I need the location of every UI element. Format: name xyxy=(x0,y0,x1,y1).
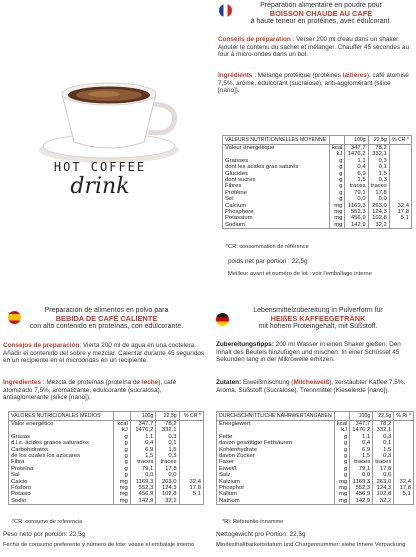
table-cell: 456,9 xyxy=(350,491,373,497)
table-cell: 5,1 xyxy=(389,215,411,221)
table-header-cell xyxy=(113,412,130,421)
table-cell: 32,4 xyxy=(179,479,203,485)
table-header-cell: DURCHSCHNITTLICHE NÄHRWERTANGABEN xyxy=(217,412,335,421)
table-cell: 0,0 xyxy=(156,472,179,478)
table-cell: mg xyxy=(113,479,130,485)
table-cell: 102,8 xyxy=(368,215,389,221)
table-cell: 1,1 xyxy=(345,158,368,164)
table-cell: g xyxy=(329,158,345,164)
table-cell: g xyxy=(113,440,130,446)
table-row xyxy=(223,145,412,152)
table-header-cell xyxy=(334,412,349,421)
table-cell: 17,8 xyxy=(373,466,394,472)
table-header-cell: 22,5g xyxy=(156,412,179,421)
table-cell: Sodio xyxy=(9,498,114,505)
fr-ingredients: Ingrédients : Mélange protéique (protéines laitières), café atomisé 7,5%, arôme, édulcorant (sucralose), anti-agglomérant (silice [nano]). xyxy=(218,72,409,95)
table-cell: 0,0 xyxy=(368,196,389,202)
table-cell: traces xyxy=(368,183,389,189)
table-cell: 0,1 xyxy=(373,440,394,446)
table-cell: 32,2 xyxy=(368,222,389,229)
table-cell: mg xyxy=(334,479,349,485)
table-header-cell: % CR * xyxy=(389,136,411,145)
table-row xyxy=(9,421,204,428)
table-cell: g xyxy=(329,196,345,202)
fr-nutrition-table xyxy=(222,135,412,229)
de-heading: Lebensmittelzubereitung in Pulverform für HEIßES KAFFEEGETRÄNK mit hohem Proteingehalt, mit Süßstoff. xyxy=(253,307,383,330)
table-cell: g xyxy=(329,190,345,196)
fr-portion: poids net par portion : 22,5g xyxy=(228,258,308,265)
table-cell: 1476,2 xyxy=(350,427,373,433)
table-cell: Potassium xyxy=(223,215,330,221)
fr-best-before: Meilleur avant et numéro de lot : voir l'emballage interne xyxy=(228,271,372,277)
table-cell: mg xyxy=(113,498,130,505)
table-cell: traces xyxy=(373,459,394,465)
table-cell: 0,3 xyxy=(368,177,389,183)
table-cell: 0,4 xyxy=(345,164,368,170)
table-cell: 347,7 xyxy=(130,421,155,428)
table-cell: 78,2 xyxy=(156,421,179,428)
table-header-cell: % RI * xyxy=(394,412,414,421)
table-cell: Fósforo xyxy=(9,485,114,491)
table-cell: mg xyxy=(329,209,345,215)
table-cell: Kalium xyxy=(217,491,335,497)
table-cell: Phosphore xyxy=(223,209,330,215)
table-header-cell: VALORES NUTRICIONALES MEDIOS xyxy=(9,412,114,421)
table-cell: 17,8 xyxy=(368,190,389,196)
table-cell: 332,1 xyxy=(156,427,179,433)
table-cell: mg xyxy=(329,215,345,221)
table-cell: Phosphor xyxy=(217,485,335,491)
table-cell: 0,1 xyxy=(368,164,389,170)
table-cell: mg xyxy=(329,222,345,229)
table-cell: Fibres xyxy=(223,183,330,189)
table-cell: mg xyxy=(334,498,349,505)
table-header-cell: 100g xyxy=(345,136,368,145)
table-cell: 1169,3 xyxy=(130,479,155,485)
table-cell xyxy=(394,421,414,428)
table-cell: 0,1 xyxy=(156,440,179,446)
table-cell: 1169,3 xyxy=(350,479,373,485)
table-cell: mg xyxy=(334,491,349,497)
table-cell: 552,3 xyxy=(345,209,368,215)
table-cell: g xyxy=(329,183,345,189)
table-cell: g xyxy=(334,459,349,465)
table-cell: Kalzium xyxy=(217,479,335,485)
table-row xyxy=(217,421,414,428)
es-best-before: Fecha de consumo preferente y número de lote: véase el embalaje interno xyxy=(3,542,195,548)
hot-coffee-line: HOT COFFEE xyxy=(53,160,147,174)
table-cell: 332,1 xyxy=(368,151,389,157)
table-cell: 5,1 xyxy=(179,491,203,497)
table-cell: Glucides xyxy=(223,171,330,177)
table-cell: 32,2 xyxy=(156,498,179,505)
table-cell: Natrium xyxy=(217,498,335,505)
table-cell: 1,1 xyxy=(350,434,373,440)
table-cell: 6,9 xyxy=(345,171,368,177)
table-cell: Proteína xyxy=(9,466,114,472)
table-cell: dont les acides gras saturés xyxy=(223,164,330,170)
table-cell: 0,4 xyxy=(350,440,373,446)
es-preparation: Consejos de preparación: Vierta 200 ml de agua en una coctelera. Añadir el contenido del sobre y mezclar. Calentar durante 45 segundos en un recipiente en el microondas en un recipiente. xyxy=(3,342,205,365)
table-cell: 1,5 xyxy=(350,453,373,459)
table-cell: 0,4 xyxy=(130,440,155,446)
table-cell: kJ xyxy=(334,427,349,433)
fr-footnote: *CR: consommation de référence xyxy=(226,244,309,250)
table-cell: traces xyxy=(130,459,155,465)
table-header-cell: 100g xyxy=(350,412,373,421)
hot-coffee-title xyxy=(0,160,200,199)
de-preparation: Zubereitungstipps: 200 ml Wasser in einen Shaker gießen. Den Inhalt des Beutels hinzufügen und mischen. In einer Schüssel 45 Sekunden lang in der Mikrowelle erhitzen. xyxy=(216,341,401,364)
table-cell: 0,3 xyxy=(156,434,179,440)
table-header-cell: VALEURS NUTRITIONNELLES MOYENNE xyxy=(223,136,330,145)
table-cell: Valor energético xyxy=(9,421,114,428)
table-cell: 0,3 xyxy=(373,434,394,440)
table-cell: g xyxy=(334,466,349,472)
table-cell: g xyxy=(113,466,130,472)
de-best-before: Mindesthaltbarkeitsdatum und Chargennummer: siehe innere Verpackung xyxy=(216,542,406,548)
table-cell: 78,2 xyxy=(368,145,389,152)
table-cell: Potasio xyxy=(9,491,114,497)
table-cell xyxy=(389,145,411,152)
table-cell: 17,8 xyxy=(179,485,203,491)
table-cell: 17,8 xyxy=(389,209,411,215)
table-cell: 79,1 xyxy=(130,466,155,472)
de-ingredients: Zutaten: Eiweißmischung (Milcheiweiß), zerstäubter Kaffee 7,5%, Aroma, Süßstoff (Sucralose), Trennmittel (Kieselerde [nano]). xyxy=(216,379,406,394)
table-cell: kcal xyxy=(334,421,349,428)
coffee-cup-illustration xyxy=(14,58,200,168)
table-cell: 32,2 xyxy=(373,498,394,505)
table-cell: 78,2 xyxy=(373,421,394,428)
table-cell: 124,3 xyxy=(368,209,389,215)
table-cell: kcal xyxy=(113,421,130,428)
table-cell: 0,0 xyxy=(130,472,155,478)
de-nutrition-table xyxy=(216,411,414,505)
table-cell: g xyxy=(113,459,130,465)
table-cell: Valeur énergétique xyxy=(223,145,330,152)
table-cell: g xyxy=(334,472,349,478)
table-cell: 5,1 xyxy=(394,491,414,497)
fr-preparation: Conseils de préparation : Verser 200 ml d'eau dans un shaker. Ajouter le contenu du sachet et mélanger. Chauffer 45 secondes au four à micro-ondes dans un bol. xyxy=(218,36,410,59)
table-cell: mg xyxy=(329,203,345,209)
table-cell: 124,3 xyxy=(156,485,179,491)
table-cell: mg xyxy=(113,485,130,491)
table-cell xyxy=(179,421,203,428)
table-header-cell: 22,5g xyxy=(368,136,389,145)
table-cell: kJ xyxy=(113,427,130,433)
table-cell: 1,5 xyxy=(345,177,368,183)
table-cell: 0,0 xyxy=(350,472,373,478)
table-cell: 79,1 xyxy=(345,190,368,196)
table-cell: Sodium xyxy=(223,222,330,229)
table-cell: g xyxy=(334,453,349,459)
fr-heading: Préparation alimentaire en poudre pour BOISSON CHAUDE AU CAFÉ à haute teneur en protéines, avec édulcorant. xyxy=(250,2,392,25)
table-cell: traces xyxy=(345,183,368,189)
table-cell: Sal xyxy=(9,472,114,478)
table-cell: 142,9 xyxy=(345,222,368,229)
table-cell: Protéine xyxy=(223,190,330,196)
table-cell: Kohlenhydrate xyxy=(217,447,335,453)
table-cell: 1,5 xyxy=(156,447,179,453)
table-cell: 1476,2 xyxy=(130,427,155,433)
table-header-cell xyxy=(329,136,345,145)
table-cell: Grasas xyxy=(9,434,114,440)
table-header-cell: % CR * xyxy=(179,412,203,421)
table-cell: kJ xyxy=(329,151,345,157)
table-cell: 0,3 xyxy=(368,158,389,164)
table-cell: 102,8 xyxy=(373,491,394,497)
table-cell: Energiewert xyxy=(217,421,335,428)
table-cell: 552,3 xyxy=(350,485,373,491)
table-cell: Sel xyxy=(223,196,330,202)
table-cell: davon Zucker xyxy=(217,453,335,459)
table-cell: Salz xyxy=(217,472,335,478)
table-cell: 263,0 xyxy=(373,479,394,485)
table-cell: Graisses xyxy=(223,158,330,164)
table-row xyxy=(217,498,414,505)
table-cell: Carbohidratos xyxy=(9,447,114,453)
table-cell: g xyxy=(113,447,130,453)
table-cell: g xyxy=(334,447,349,453)
table-cell: 0,0 xyxy=(373,472,394,478)
table-cell: traces xyxy=(350,459,373,465)
table-cell: 552,3 xyxy=(130,485,155,491)
table-cell: 456,9 xyxy=(345,215,368,221)
de-footnote: *RI: Referenlie-innamme xyxy=(222,519,284,525)
table-cell: Fette xyxy=(217,434,335,440)
table-cell xyxy=(394,498,414,505)
table-cell: kcal xyxy=(329,145,345,152)
table-cell: Calcium xyxy=(223,203,330,209)
table-cell: Calcio xyxy=(9,479,114,485)
table-cell: dont sucres xyxy=(223,177,330,183)
table-cell: 332,1 xyxy=(373,427,394,433)
table-row xyxy=(223,222,412,229)
table-cell: 32,4 xyxy=(394,479,414,485)
table-cell: 263,0 xyxy=(156,479,179,485)
table-cell: 456,9 xyxy=(130,491,155,497)
table-cell: g xyxy=(113,434,130,440)
table-cell: 347,7 xyxy=(350,421,373,428)
table-cell: mg xyxy=(113,491,130,497)
table-cell: 1,5 xyxy=(130,453,155,459)
table-header-row xyxy=(217,412,414,421)
table-cell: 1,5 xyxy=(368,171,389,177)
table-cell: 17,8 xyxy=(394,485,414,491)
table-cell: 6,9 xyxy=(350,447,373,453)
table-cell: d.l.c. ácidos grasos saturados xyxy=(9,440,114,446)
drink-line: drink xyxy=(70,174,130,199)
es-footnote: *CR: consumo de referencia xyxy=(12,519,83,525)
table-cell: 124,3 xyxy=(373,485,394,491)
table-cell: Fibra xyxy=(9,459,114,465)
es-nutrition-table xyxy=(8,411,204,505)
table-header-row xyxy=(223,136,412,145)
table-cell: 142,9 xyxy=(130,498,155,505)
table-header-cell: 22,5g xyxy=(373,412,394,421)
table-cell: g xyxy=(113,453,130,459)
table-cell: Eiweiß xyxy=(217,466,335,472)
table-cell: mg xyxy=(334,485,349,491)
table-cell: 142,9 xyxy=(350,498,373,505)
es-heading: Preparación de alimentos en polvo para BEBIDA DE CAFÉ CALIENTE con alto contenido en proteínas, con edulcorante. xyxy=(29,307,184,330)
es-ingredients: Ingredientes : Mezcla de proteínas (proteína de leche), café atomizado 7,5%, aromatizante, edulcorante (sucralosa), antiaglomerante (sílice [nano]). xyxy=(3,379,176,402)
table-cell: 17,8 xyxy=(156,466,179,472)
es-portion: Peso neto por porción: 22,5g xyxy=(3,531,86,538)
table-cell: 102,8 xyxy=(156,491,179,497)
de-portion: Nettogewicht pro Portion: 22,5g xyxy=(216,531,306,538)
table-cell: g xyxy=(329,177,345,183)
table-cell xyxy=(179,498,203,505)
table-cell: 6,9 xyxy=(130,447,155,453)
table-cell: 347,7 xyxy=(345,145,368,152)
table-row xyxy=(9,498,204,505)
table-cell: 1169,3 xyxy=(345,203,368,209)
table-cell: davon gesättigte Fettsäuren xyxy=(217,440,335,446)
table-cell: traces xyxy=(156,459,179,465)
table-cell: de los cuales los azúcares xyxy=(9,453,114,459)
table-cell: 0,0 xyxy=(345,196,368,202)
table-header-cell: 100g xyxy=(130,412,155,421)
table-cell: g xyxy=(334,434,349,440)
table-cell: g xyxy=(329,171,345,177)
table-cell: 1,1 xyxy=(130,434,155,440)
table-cell: g xyxy=(329,164,345,170)
table-cell: 0,3 xyxy=(156,453,179,459)
table-cell: 263,0 xyxy=(368,203,389,209)
table-cell: 0,3 xyxy=(373,453,394,459)
table-cell: Faser xyxy=(217,459,335,465)
table-cell xyxy=(389,222,411,229)
table-cell: g xyxy=(113,472,130,478)
table-cell: 1476,2 xyxy=(345,151,368,157)
table-cell: 1,5 xyxy=(373,447,394,453)
table-header-row xyxy=(9,412,204,421)
table-cell: 79,1 xyxy=(350,466,373,472)
table-cell: g xyxy=(334,440,349,446)
table-cell: 32,4 xyxy=(389,203,411,209)
